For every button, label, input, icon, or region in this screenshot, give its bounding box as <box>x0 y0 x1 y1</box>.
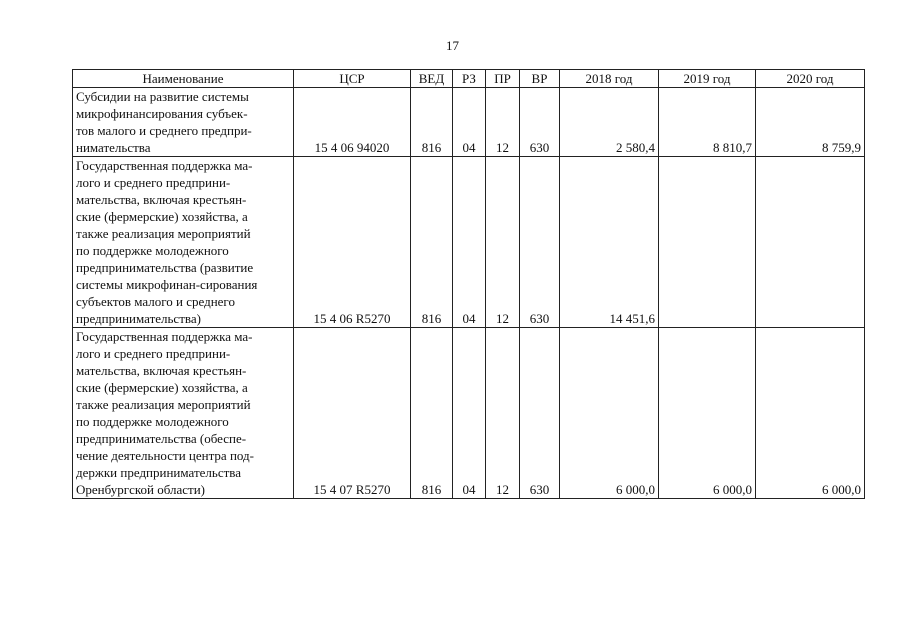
name-line: также реализация мероприятий <box>76 226 251 241</box>
amount-2018-cell: 14 451,6 <box>560 157 659 328</box>
budget-table <box>72 69 865 499</box>
ved-cell: 816 <box>411 328 453 499</box>
name-line: Государственная поддержка ма- <box>76 158 253 173</box>
table-row <box>73 328 865 499</box>
name-line: лого и среднего предприни- <box>76 346 231 361</box>
vr-cell: 630 <box>520 157 560 328</box>
amount-2018-cell: 6 000,0 <box>560 328 659 499</box>
page-number: 17 <box>446 38 459 53</box>
name-line: также реализация мероприятий <box>76 397 251 412</box>
column-header-2020: 2020 год <box>756 70 865 88</box>
name-line: нимательства <box>76 140 151 155</box>
pr-cell: 12 <box>486 88 520 157</box>
column-header-ved: ВЕД <box>411 70 453 88</box>
row-name-cell <box>73 328 294 499</box>
name-line: по поддержке молодежного <box>76 414 229 429</box>
name-line: ские (фермерские) хозяйства, а <box>76 380 248 395</box>
column-header-2019: 2019 год <box>659 70 756 88</box>
row-name-cell <box>73 157 294 328</box>
name-line: микрофинансирования субъек- <box>76 106 248 121</box>
name-line: Субсидии на развитие системы <box>76 89 249 104</box>
csr-cell: 15 4 07 R5270 <box>294 328 411 499</box>
rz-cell: 04 <box>453 88 486 157</box>
rz-cell: 04 <box>453 328 486 499</box>
name-line: предпринимательства) <box>76 311 201 326</box>
amount-2019-cell: 6 000,0 <box>659 328 756 499</box>
name-line: чение деятельности центра под- <box>76 448 254 463</box>
column-header-csr: ЦСР <box>294 70 411 88</box>
name-line: тов малого и среднего предпри- <box>76 123 252 138</box>
ved-cell: 816 <box>411 88 453 157</box>
row-name-cell <box>73 88 294 157</box>
vr-cell: 630 <box>520 328 560 499</box>
csr-cell: 15 4 06 R5270 <box>294 157 411 328</box>
name-line: мательства, включая крестьян- <box>76 363 247 378</box>
column-header-vr: ВР <box>520 70 560 88</box>
name-line: лого и среднего предприни- <box>76 175 231 190</box>
name-line: ские (фермерские) хозяйства, а <box>76 209 248 224</box>
column-header-2018: 2018 год <box>560 70 659 88</box>
header-row <box>73 70 865 88</box>
name-line: по поддержке молодежного <box>76 243 229 258</box>
amount-2019-cell <box>659 157 756 328</box>
name-line: предпринимательства (развитие <box>76 260 254 275</box>
name-line: субъектов малого и среднего <box>76 294 235 309</box>
amount-2020-cell <box>756 157 865 328</box>
name-line: Государственная поддержка ма- <box>76 329 253 344</box>
column-header-pr: ПР <box>486 70 520 88</box>
column-header-rz: РЗ <box>453 70 486 88</box>
pr-cell: 12 <box>486 157 520 328</box>
amount-2019-cell: 8 810,7 <box>659 88 756 157</box>
name-line: предпринимательства (обеспе- <box>76 431 247 446</box>
name-line: Оренбургской области) <box>76 482 205 497</box>
vr-cell: 630 <box>520 88 560 157</box>
rz-cell: 04 <box>453 157 486 328</box>
name-line: системы микрофинан-сирования <box>76 277 258 292</box>
amount-2020-cell: 6 000,0 <box>756 328 865 499</box>
name-line: держки предпринимательства <box>76 465 242 480</box>
amount-2020-cell: 8 759,9 <box>756 88 865 157</box>
column-header-name: Наименование <box>73 70 294 88</box>
pr-cell: 12 <box>486 328 520 499</box>
name-line: мательства, включая крестьян- <box>76 192 247 207</box>
amount-2018-cell: 2 580,4 <box>560 88 659 157</box>
csr-cell: 15 4 06 94020 <box>294 88 411 157</box>
table-row <box>73 88 865 157</box>
ved-cell: 816 <box>411 157 453 328</box>
table-row <box>73 157 865 328</box>
